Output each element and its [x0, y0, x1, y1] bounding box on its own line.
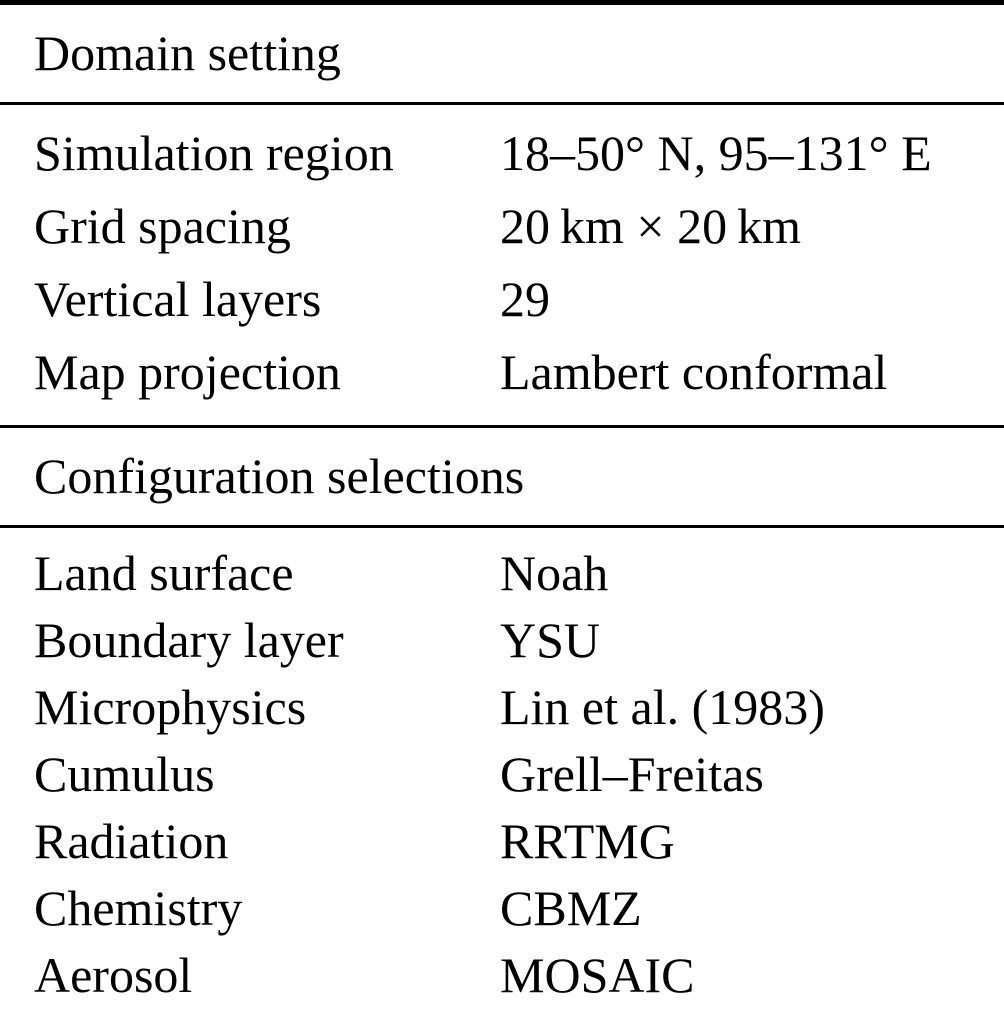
table-row: [34, 875, 994, 942]
section-header-configuration-selections: Configuration selections: [34, 448, 525, 504]
table-row: [34, 942, 994, 1009]
table-row: [34, 117, 994, 190]
row-value: 18–50° N, 95–131° E: [500, 125, 932, 181]
row-value: Grell–Freitas: [500, 746, 764, 802]
row-value: RRTMG: [500, 813, 675, 869]
row-value: YSU: [500, 612, 601, 668]
row-label: Aerosol: [34, 947, 193, 1003]
table-row: [34, 741, 994, 808]
table-row: [34, 540, 994, 607]
row-label: Vertical layers: [34, 271, 322, 327]
row-label: Land surface: [34, 545, 294, 601]
domain-setting-rows: [0, 105, 1004, 425]
table-row: [34, 336, 994, 409]
section-header-domain-setting: Domain setting: [34, 25, 341, 81]
row-value: Lin et al. (1983): [500, 679, 825, 735]
row-label: Boundary layer: [34, 612, 344, 668]
row-value: 20 km × 20 km: [500, 198, 802, 254]
row-label: Radiation: [34, 813, 229, 869]
row-label: Microphysics: [34, 679, 307, 735]
row-label: Map projection: [34, 344, 341, 400]
row-value: 29: [500, 271, 550, 327]
table-row: [34, 607, 994, 674]
row-value: CBMZ: [500, 880, 642, 936]
table-row: [34, 190, 994, 263]
table-row: [34, 808, 994, 875]
row-value: MOSAIC: [500, 947, 695, 1003]
row-label: Simulation region: [34, 125, 394, 181]
table-row: [34, 263, 994, 336]
table-row: [34, 674, 994, 741]
row-label: Chemistry: [34, 880, 243, 936]
row-value: Noah: [500, 545, 609, 601]
row-value: Lambert conformal: [500, 344, 888, 400]
row-label: Grid spacing: [34, 198, 291, 254]
configuration-selection-rows: [0, 528, 1004, 1014]
row-label: Cumulus: [34, 746, 215, 802]
